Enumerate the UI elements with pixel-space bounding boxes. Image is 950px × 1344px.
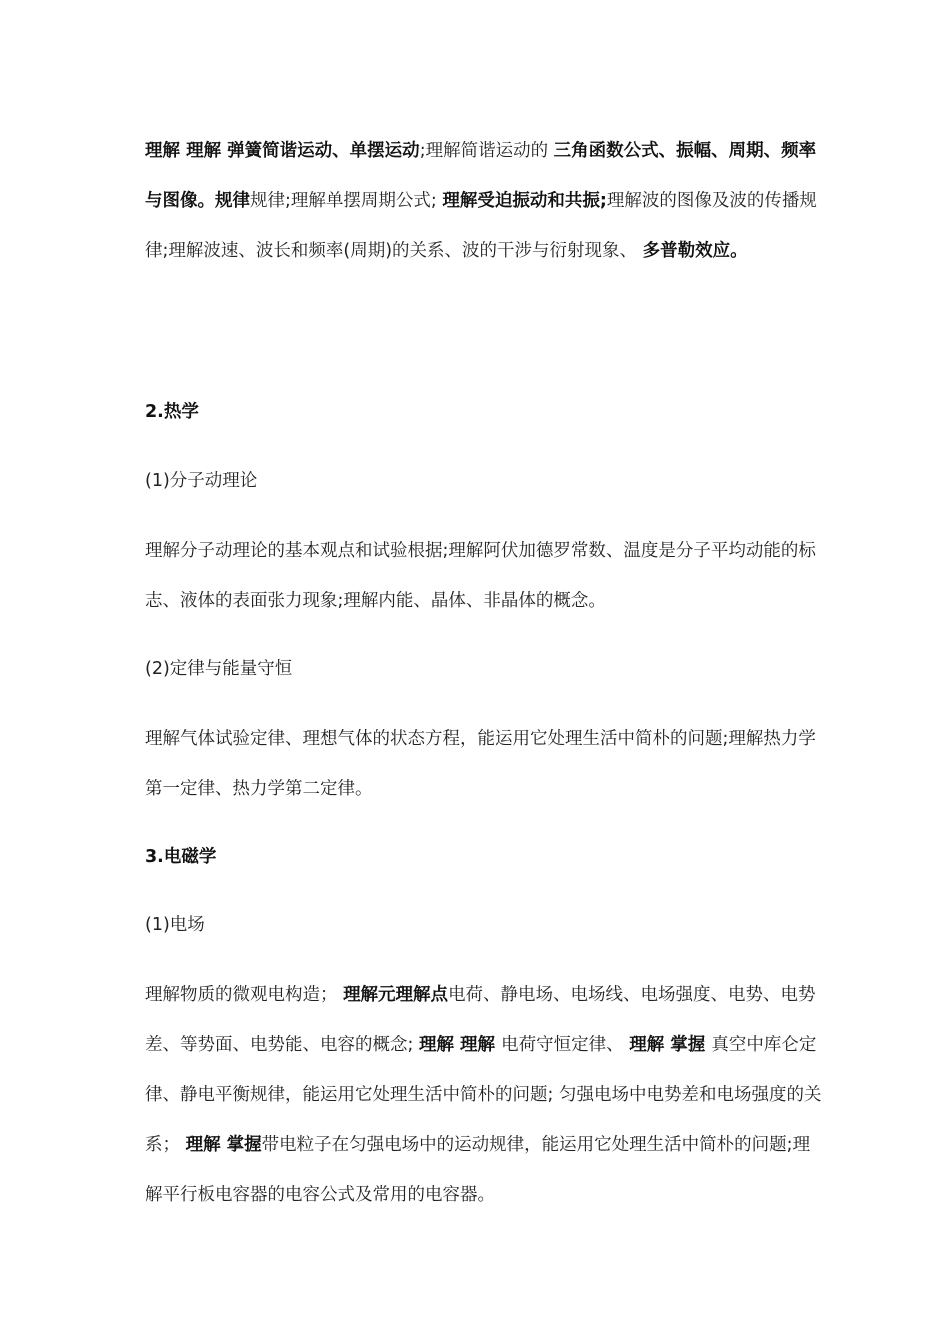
subheading-electric-field: (1)电场 [145,915,205,935]
body-text: 真空中库仑定律、静电平衡规律，能运用它处理生活中简朴的问题; 匀强电场中电势差和电场强度的关系； [145,1035,822,1155]
bold-text: 理解 掌握 [185,1135,262,1155]
body-text: 带电粒子在匀强电场中的运动规律，能运用它处理生活中简朴的问题;理解平行板电容器的电容公式及常用的电容器。 [145,1135,811,1205]
paragraph-gas-laws: 理解气体试验定律、理想气体的状态方程，能运用它处理生活中简朴的问题;理解热力学第一定律、热力学第二定律。 [145,729,816,799]
subheading-laws-energy: (2)定律与能量守恒 [145,659,293,679]
body-text: 电荷守恒定律、 [501,1035,630,1055]
section-heading-thermodynamics: 2.热学 [145,402,199,422]
bold-text: 理解 理解 弹簧简谐运动、单摆运动 [145,141,420,161]
bold-text: 理解 理解 [418,1035,502,1055]
body-text: 理解物质的微观电构造； [145,985,344,1005]
section-heading-electromagnetism: 3.电磁学 [145,847,217,867]
paragraph-molecular-theory: 理解分子动理论的基本观点和试验根据;理解阿伏加德罗常数、温度是分子平均动能的标志、液体的表面张力现象;理解内能、晶体、非晶体的概念。 [145,541,816,611]
bold-text: 理解 掌握 [629,1035,712,1055]
bold-text: 多普勒效应。 [642,241,748,261]
body-text: 规律;理解单摆周期公式; [250,191,443,211]
body-text: ;理解简谐运动的 [419,141,554,161]
bold-text: 理解受迫振动和共振; [442,191,607,211]
bold-text: 三角函数公式、振幅、周期、频率与图像。规律 [145,141,817,211]
body-text: 理解波的图像及波的传播规律;理解波速、波长和频率(周期)的关系、波的干涉与衍射现象、 [145,191,817,261]
paragraph-oscillation-waves [145,126,825,276]
bold-text: 理解元理解点 [343,985,449,1005]
body-text: 电荷、静电场、电场线、电场强度、电势、电势差、等势面、电势能、电容的概念; [145,985,816,1055]
subheading-molecular-theory: (1)分子动理论 [145,471,258,491]
paragraph-electric-field [145,970,825,1220]
